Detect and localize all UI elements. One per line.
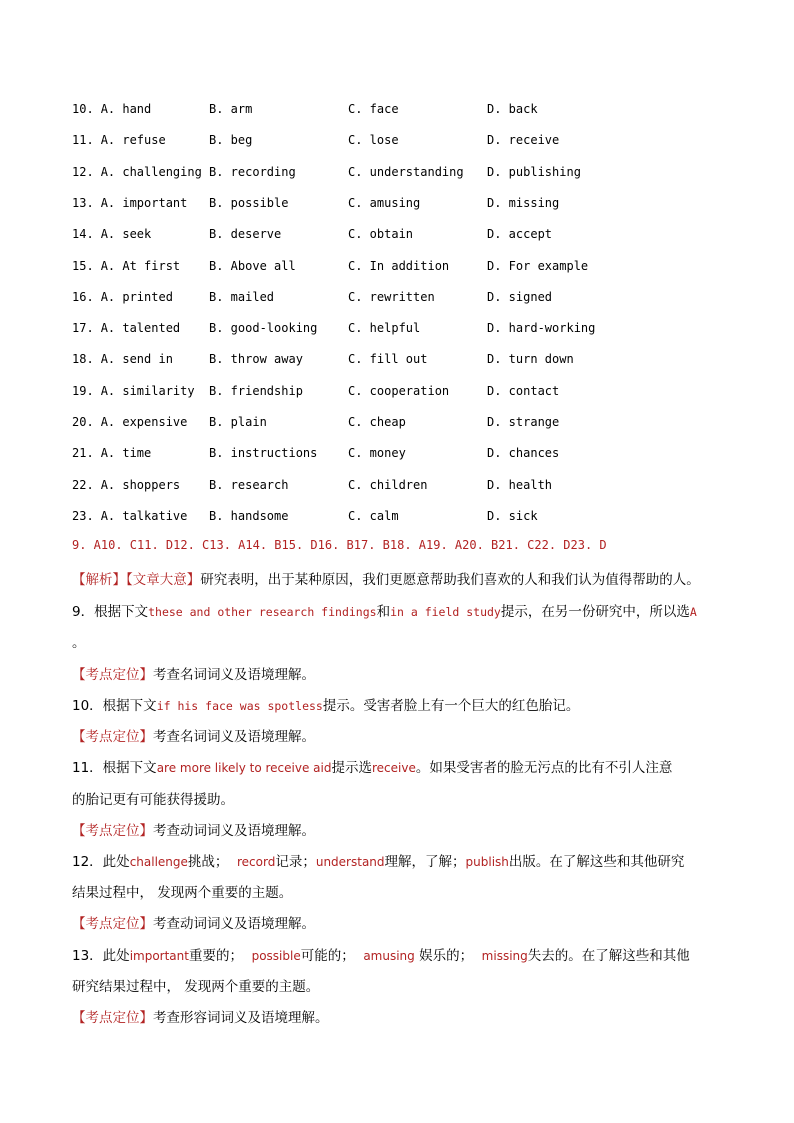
q10-line <box>72 694 579 714</box>
q9-answer: A <box>689 605 697 619</box>
option-a-text: A. refuse <box>100 133 166 148</box>
kd-q11-line <box>72 819 315 839</box>
option-b: B. research <box>209 477 289 492</box>
option-b: B. arm <box>209 102 253 116</box>
q12-text-6: 结果过程中， 发现两个重要的主题。 <box>72 885 293 901</box>
q12-text: 12．此处 <box>72 854 130 870</box>
option-b: B. mailed <box>209 289 275 304</box>
option-b: B. throw away <box>209 352 303 367</box>
option-a-text: A. expensive <box>100 415 188 429</box>
q10-text-2: 提示。受害者脸上有一个巨大的红色胎记。 <box>322 698 580 714</box>
tag-jiexi: 【解析】 <box>72 572 126 588</box>
q12-text-5: 出版。在了解这些和其他研究 <box>508 854 685 870</box>
q11-line-2 <box>72 788 234 808</box>
option-c: C. cooperation <box>348 383 450 398</box>
option-d: D. missing <box>487 195 560 210</box>
option-b: B. instructions <box>209 446 318 461</box>
kd-q13-line <box>72 1006 329 1026</box>
option-c: C. understanding <box>348 164 464 179</box>
option-a <box>72 259 180 273</box>
q13-line-2 <box>72 975 319 995</box>
option-b: B. Above all <box>209 258 296 273</box>
q10-text: 10．根据下文 <box>72 698 157 714</box>
q13-word-2: possible <box>251 949 301 963</box>
option-c: C. cheap <box>348 415 406 429</box>
option-b: B. good-looking <box>209 321 318 336</box>
q12-text-2: 挑战； <box>187 854 229 870</box>
question-number: 17. <box>72 321 94 336</box>
q11-quote: are more likely to receive aid <box>156 761 332 775</box>
option-d: D. publishing <box>487 164 581 179</box>
option-c: C. amusing <box>348 195 421 210</box>
option-a-text: A. important <box>100 195 188 210</box>
question-number: 10. <box>72 102 94 116</box>
option-a <box>72 102 151 116</box>
option-c: C. helpful <box>348 321 421 336</box>
question-number: 14. <box>72 227 94 242</box>
q9-text: 9．根据下文 <box>72 604 149 620</box>
option-d: D. strange <box>487 415 560 429</box>
option-a <box>72 478 180 492</box>
option-d: D. For example <box>487 258 589 273</box>
q9-period: 。 <box>72 635 86 651</box>
tag-kaodian: 【考点定位】 <box>72 729 153 745</box>
option-a <box>72 415 187 429</box>
option-a <box>72 227 151 241</box>
option-a-text: A. similarity <box>100 383 195 398</box>
tag-kaodian: 【考点定位】 <box>72 667 153 683</box>
option-a <box>72 352 173 366</box>
option-a-text: A. shoppers <box>100 477 181 492</box>
option-a <box>72 133 166 147</box>
kd-q12-line <box>72 912 315 932</box>
option-d: D. receive <box>487 133 560 148</box>
question-number: 21. <box>72 446 94 461</box>
tag-kaodian: 【考点定位】 <box>72 1010 153 1026</box>
option-a <box>72 196 187 210</box>
q9-quote-1: these and other research findings <box>148 605 377 619</box>
kd-q9-line <box>72 663 315 683</box>
option-a-text: A. time <box>100 446 152 461</box>
option-d: D. turn down <box>487 352 574 367</box>
q13-line <box>72 944 690 964</box>
q11-line <box>72 756 672 776</box>
question-number: 15. <box>72 258 94 273</box>
option-c: C. fill out <box>348 352 428 367</box>
option-b: B. friendship <box>209 383 303 398</box>
q12-line <box>72 850 684 870</box>
q9-text-3: 提示，在另一份研究中，所以选 <box>500 604 690 620</box>
question-number: 11. <box>72 133 94 148</box>
option-b: B. deserve <box>209 227 282 242</box>
q12-line-2 <box>72 881 292 901</box>
option-d: D. health <box>487 477 553 492</box>
q13-word-4: missing <box>481 949 528 963</box>
q9-quote-2: in a field study <box>390 605 501 619</box>
option-a <box>72 509 187 523</box>
q13-text-6: 研究结果过程中， 发现两个重要的主题。 <box>72 979 320 995</box>
option-a <box>72 446 151 460</box>
kaodian-text: 考查名词词义及语境理解。 <box>153 729 315 745</box>
main-idea-text: 研究表明，出于某种原因，我们更愿意帮助我们喜欢的人和我们认为值得帮助的人。 <box>200 572 700 588</box>
tag-kaodian: 【考点定位】 <box>72 823 153 839</box>
kaodian-text: 考查动词词义及语境理解。 <box>153 823 315 839</box>
q12-word-4: publish <box>465 855 509 869</box>
option-d: D. signed <box>487 289 553 304</box>
q13-text-2: 重要的； <box>188 948 243 964</box>
q12-text-4: 理解，了解； <box>384 854 466 870</box>
question-number: 22. <box>72 477 94 492</box>
option-a <box>72 165 202 179</box>
q13-word-1: important <box>129 949 189 963</box>
tag-kaodian: 【考点定位】 <box>72 916 153 932</box>
option-a-text: A. send in <box>100 352 173 367</box>
q12-word-1: challenge <box>129 855 188 869</box>
q11-text-2: 提示选 <box>331 760 372 776</box>
option-b: B. plain <box>209 415 267 429</box>
question-number: 20. <box>72 415 94 429</box>
option-c: C. In addition <box>348 258 450 273</box>
q10-quote: if his face was spotless <box>156 699 323 713</box>
q13-text-5: 失去的。在了解这些和其他 <box>527 948 690 964</box>
question-number: 12. <box>72 164 94 179</box>
q12-text-3: 记录； <box>275 854 316 870</box>
option-a-text: A. talkative <box>100 508 188 523</box>
question-number: 18. <box>72 352 94 367</box>
option-b: B. handsome <box>209 508 289 523</box>
option-a-text: A. printed <box>100 289 173 304</box>
option-c: C. face <box>348 102 399 116</box>
q13-text: 13．此处 <box>72 948 130 964</box>
option-d: D. hard-working <box>487 321 596 336</box>
option-b: B. beg <box>209 133 253 148</box>
q12-word-2: record <box>237 855 276 869</box>
q11-text: 11．根据下文 <box>72 760 157 776</box>
kd-q10-line <box>72 725 315 745</box>
q13-word-3: amusing <box>363 949 415 963</box>
option-c: C. obtain <box>348 227 414 242</box>
option-a-text: A. hand <box>100 102 152 116</box>
main-idea-line <box>72 568 700 588</box>
option-b: B. recording <box>209 164 296 179</box>
option-d: D. back <box>487 102 538 116</box>
option-d: D. sick <box>487 508 538 523</box>
q11-answer: receive <box>371 761 416 775</box>
q13-text-4: 娱乐的； <box>419 948 474 964</box>
question-number: 23. <box>72 508 94 523</box>
question-number: 13. <box>72 195 94 210</box>
question-number: 16. <box>72 289 94 304</box>
option-c: C. calm <box>348 508 399 523</box>
option-a-text: A. talented <box>100 321 181 336</box>
kaodian-text: 考查动词词义及语境理解。 <box>153 916 315 932</box>
option-c: C. money <box>348 446 406 461</box>
kaodian-text: 考查名词词义及语境理解。 <box>153 667 315 683</box>
option-a <box>72 384 195 398</box>
q11-text-4: 的胎记更有可能获得援助。 <box>72 792 234 808</box>
option-c: C. children <box>348 477 428 492</box>
option-a-text: A. seek <box>100 227 152 242</box>
q9-text-2: 和 <box>376 604 391 620</box>
option-a-text: A. At first <box>100 258 181 273</box>
option-d: D. contact <box>487 383 560 398</box>
tag-main-idea: 【文章大意】 <box>126 572 201 588</box>
option-c: C. lose <box>348 133 399 148</box>
option-b: B. possible <box>209 195 289 210</box>
option-a <box>72 290 173 304</box>
q9-line <box>72 600 697 620</box>
kaodian-text: 考查形容词词义及语境理解。 <box>153 1010 329 1026</box>
q11-text-3: 。如果受害者的脸无污点的比有不引人注意 <box>415 760 673 776</box>
option-d: D. chances <box>487 446 560 461</box>
q9-line-2 <box>72 631 86 651</box>
option-a-text: A. challenging <box>100 164 202 179</box>
option-d: D. accept <box>487 227 553 242</box>
q12-word-3: understand <box>315 855 385 869</box>
option-c: C. rewritten <box>348 289 435 304</box>
question-number: 19. <box>72 383 94 398</box>
q13-text-3: 可能的； <box>300 948 355 964</box>
answer-key: 9. A10. C11. D12. C13. A14. B15. D16. B17. B18. A19. A20. B21. C22. D23. D <box>72 538 607 552</box>
option-a <box>72 321 180 335</box>
